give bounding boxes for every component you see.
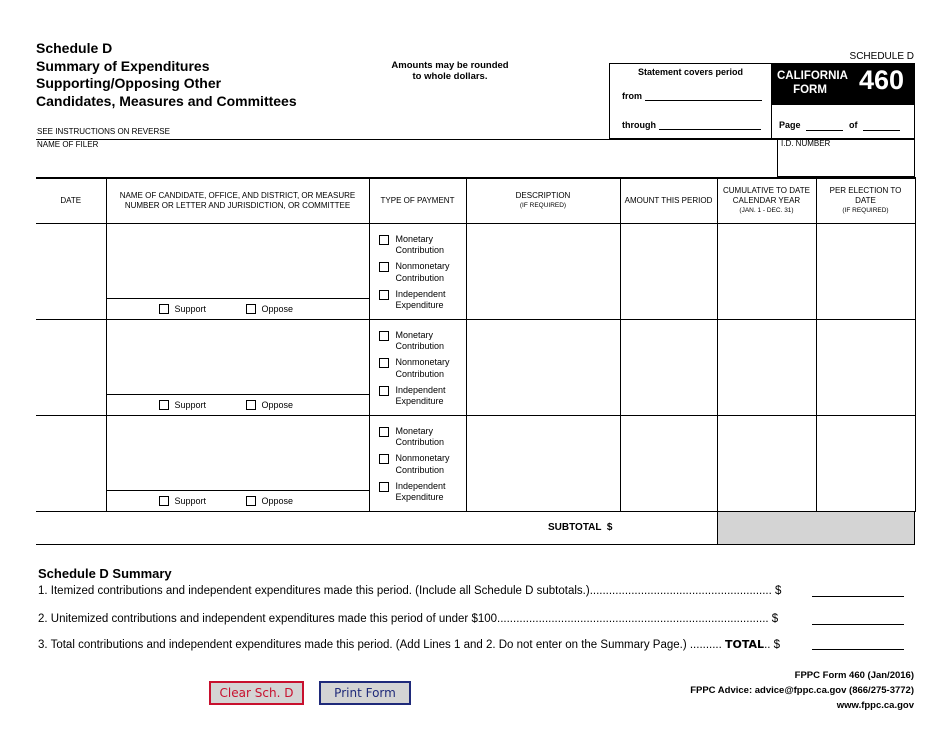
col-header-type: TYPE OF PAYMENT: [369, 178, 466, 223]
from-date-field[interactable]: [645, 91, 762, 101]
nonmonetary-option[interactable]: [379, 261, 466, 284]
footer-website: www.fppc.ca.gov: [836, 700, 914, 711]
independent-label: Independent: [395, 480, 446, 491]
amount-cell[interactable]: [620, 415, 717, 511]
filer-name-label: NAME OF FILER: [37, 140, 99, 149]
page-field[interactable]: [806, 121, 843, 131]
date-cell[interactable]: [36, 415, 106, 511]
nonmonetary-label: Nonmonetary: [395, 261, 450, 271]
title-line: Summary of Expenditures: [36, 57, 210, 74]
independent-option[interactable]: [379, 481, 466, 504]
per-election-cell[interactable]: [816, 319, 915, 415]
independent-label: Expenditure: [395, 396, 444, 406]
print-form-button[interactable]: Print Form: [319, 681, 411, 705]
monetary-label: Monetary: [395, 233, 434, 244]
date-cell[interactable]: [36, 319, 106, 415]
rounding-note-line: to whole dollars.: [412, 71, 488, 82]
period-from: [622, 91, 762, 101]
subtotal-label: SUBTOTAL $: [548, 522, 613, 533]
table-row: [36, 415, 915, 511]
period-title: Statement covers period: [637, 67, 744, 77]
monetary-option[interactable]: [379, 330, 466, 353]
cumulative-label: CUMULATIVE TO DATE CALENDAR YEAR: [723, 185, 810, 205]
summary-total-label: TOTAL: [725, 638, 765, 651]
title-line: Candidates, Measures and Committees: [36, 92, 297, 109]
summary-line-2-field[interactable]: [812, 624, 904, 625]
col-header-per-election: [816, 178, 915, 223]
payment-type-cell: [369, 319, 466, 415]
subtotal-field[interactable]: [717, 512, 915, 544]
oppose-option[interactable]: [246, 496, 294, 506]
independent-checkbox[interactable]: [379, 386, 389, 396]
name-cell[interactable]: [106, 319, 369, 415]
independent-label: Independent: [395, 288, 446, 299]
independent-label: Independent: [395, 384, 446, 395]
per-election-sub: (IF REQUIRED): [842, 206, 889, 214]
col-header-date: DATE: [36, 178, 106, 223]
table-row: [36, 223, 915, 319]
col-header-name: NAME OF CANDIDATE, OFFICE, AND DISTRICT, OR MEASURE NUMBER OR LETTER AND JURISDICTION, OR COMMITTEE: [106, 178, 369, 223]
name-cell[interactable]: [106, 415, 369, 511]
oppose-label: Oppose: [261, 399, 294, 410]
summary-total-field[interactable]: [812, 649, 904, 650]
amount-cell[interactable]: [620, 319, 717, 415]
per-election-cell[interactable]: [816, 223, 915, 319]
through-date-field[interactable]: [659, 120, 761, 130]
monetary-checkbox[interactable]: [379, 427, 389, 437]
monetary-option[interactable]: [379, 234, 466, 257]
nonmonetary-label: Nonmonetary: [395, 357, 450, 367]
page-total-field[interactable]: [863, 121, 900, 131]
footer-advice: FPPC Advice: advice@fppc.ca.gov (866/275-3772): [690, 685, 914, 696]
page-number-box: [771, 105, 915, 139]
oppose-checkbox[interactable]: [246, 496, 256, 506]
oppose-checkbox[interactable]: [246, 400, 256, 410]
amount-cell[interactable]: [620, 223, 717, 319]
monetary-option[interactable]: [379, 426, 466, 449]
oppose-checkbox[interactable]: [246, 304, 256, 314]
summary-line-1-field[interactable]: [812, 596, 904, 597]
instructions-note: SEE INSTRUCTIONS ON REVERSE: [37, 127, 170, 136]
support-oppose-row: [107, 298, 369, 319]
support-checkbox[interactable]: [159, 400, 169, 410]
summary-line-3: [38, 638, 780, 651]
support-checkbox[interactable]: [159, 496, 169, 506]
summary-line-2: [38, 613, 778, 625]
col-header-cumulative: [717, 178, 816, 223]
description-cell[interactable]: [466, 223, 620, 319]
schedule-label: SCHEDULE D: [849, 51, 914, 62]
support-option[interactable]: [159, 496, 207, 506]
payment-type-cell: [369, 415, 466, 511]
nonmonetary-checkbox[interactable]: [379, 358, 389, 368]
support-checkbox[interactable]: [159, 304, 169, 314]
expenditures-table: [36, 177, 916, 512]
through-label: through: [622, 120, 656, 130]
nonmonetary-label: Nonmonetary: [395, 453, 450, 463]
support-oppose-row: [107, 490, 369, 511]
support-label: Support: [174, 399, 207, 410]
cumulative-cell[interactable]: [717, 415, 816, 511]
statement-period-box: [609, 63, 771, 139]
summary-line-1: [38, 585, 781, 597]
independent-checkbox[interactable]: [379, 482, 389, 492]
summary-line-3-end: .. $: [764, 639, 781, 651]
support-oppose-row: [107, 394, 369, 415]
nonmonetary-label: Contribution: [395, 368, 445, 379]
support-option[interactable]: [159, 304, 207, 314]
table-row: [36, 319, 915, 415]
oppose-label: Oppose: [261, 303, 294, 314]
nonmonetary-option[interactable]: [379, 357, 466, 380]
badge-line: FORM: [793, 84, 827, 96]
monetary-checkbox[interactable]: [379, 331, 389, 341]
period-through: [622, 120, 761, 130]
table-header-row: [36, 178, 915, 223]
date-cell[interactable]: [36, 223, 106, 319]
id-number-field[interactable]: [777, 139, 915, 177]
independent-label: Expenditure: [395, 300, 444, 310]
description-cell[interactable]: [466, 319, 620, 415]
independent-option[interactable]: [379, 385, 466, 408]
clear-schedule-button[interactable]: Clear Sch. D: [209, 681, 304, 705]
badge-line: CALIFORNIA: [777, 70, 848, 82]
subtotal-row: [36, 511, 915, 545]
independent-label: Expenditure: [395, 492, 444, 502]
support-label: Support: [174, 303, 207, 314]
page-label: Page: [779, 120, 801, 130]
california-form-badge: [771, 63, 915, 105]
rounding-note-line: Amounts may be rounded: [391, 60, 509, 71]
id-number-label: I.D. NUMBER: [781, 139, 831, 148]
nonmonetary-checkbox[interactable]: [379, 454, 389, 464]
monetary-checkbox[interactable]: [379, 235, 389, 245]
footer-form-id: FPPC Form 460 (Jan/2016): [794, 670, 914, 681]
cumulative-sub: (JAN. 1 - DEC. 31): [739, 206, 794, 214]
monetary-label: Contribution: [395, 437, 445, 447]
form-title: [36, 40, 297, 110]
rounding-note: [370, 60, 530, 82]
support-label: Support: [174, 495, 207, 506]
from-label: from: [622, 91, 642, 101]
name-cell[interactable]: [106, 223, 369, 319]
title-line: Schedule D: [36, 40, 113, 56]
monetary-label: Contribution: [395, 245, 445, 255]
oppose-option[interactable]: [246, 304, 294, 314]
summary-line-1-text: 1. Itemized contributions and independent expenditures made this period. (Include all Schedule D subtotals.)......................................................... $: [38, 585, 782, 597]
nonmonetary-label: Contribution: [395, 464, 445, 475]
oppose-option[interactable]: [246, 400, 294, 410]
nonmonetary-option[interactable]: [379, 453, 466, 476]
summary-title: Schedule D Summary: [38, 566, 172, 581]
monetary-label: Monetary: [395, 329, 434, 340]
summary-line-2-text: 2. Unitemized contributions and independent expenditures made this period of under $100..................................................................................... $: [38, 613, 779, 625]
monetary-label: Contribution: [395, 341, 445, 351]
oppose-label: Oppose: [261, 495, 294, 506]
per-election-label: PER ELECTION TO DATE: [829, 185, 902, 205]
col-header-amount: AMOUNT THIS PERIOD: [620, 178, 717, 223]
independent-option[interactable]: [379, 289, 466, 312]
col-header-description: [466, 178, 620, 223]
cumulative-cell[interactable]: [717, 319, 816, 415]
support-option[interactable]: [159, 400, 207, 410]
nonmonetary-label: Contribution: [395, 272, 445, 283]
form-footer: [690, 668, 914, 713]
cumulative-cell[interactable]: [717, 223, 816, 319]
independent-checkbox[interactable]: [379, 290, 389, 300]
monetary-label: Monetary: [395, 425, 434, 436]
description-sub: (IF REQUIRED): [519, 201, 567, 209]
description-label: DESCRIPTION: [515, 190, 571, 200]
of-label: of: [849, 120, 858, 130]
payment-type-cell: [369, 223, 466, 319]
nonmonetary-checkbox[interactable]: [379, 262, 389, 272]
summary-line-3-text: 3. Total contributions and independent expenditures made this period. (Add Lines 1 and 2. Do not enter on the Summary Page.) ..........: [38, 639, 722, 651]
form-number: 460: [859, 65, 905, 95]
per-election-cell[interactable]: [816, 415, 915, 511]
title-line: Supporting/Opposing Other: [36, 75, 222, 91]
description-cell[interactable]: [466, 415, 620, 511]
